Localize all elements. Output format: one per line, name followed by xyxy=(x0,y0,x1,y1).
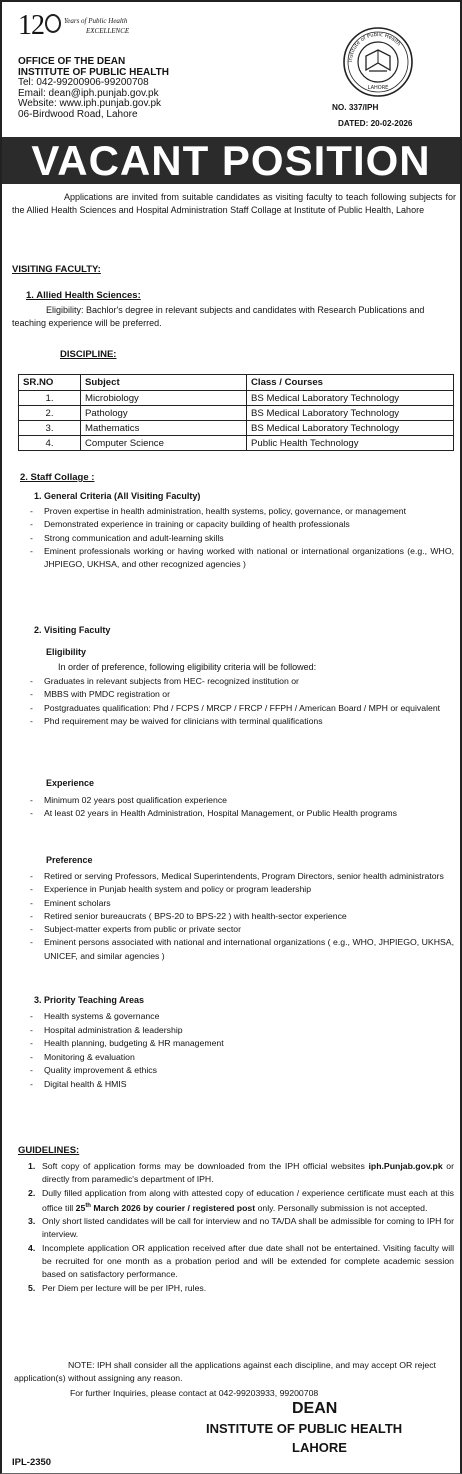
table-row xyxy=(19,391,454,406)
table-header: Subject xyxy=(81,375,247,391)
note-paragraph: NOTE: IPH shall consider all the applications against each discipline, and may accept OR reject application(s) without assigning any reason. xyxy=(14,1360,436,1383)
institute-seal-icon xyxy=(342,26,414,98)
guideline-item: 5. Per Diem per lecture will be per IPH, rules. xyxy=(28,1282,207,1293)
deadline-day-suffix: th xyxy=(85,1202,91,1209)
eligibility-heading: Eligibility xyxy=(46,647,87,657)
office-address: 06-Birdwood Road, Lahore xyxy=(18,108,138,120)
preference-heading: Preference xyxy=(46,855,93,865)
allied-health-heading-text: 1. Allied Health Sciences: xyxy=(26,290,141,301)
deadline-text: March 2026 by courier / registered post xyxy=(90,1202,256,1213)
guideline-text: Soft copy of application forms may be downloaded from the IPH official websites xyxy=(42,1161,369,1171)
guideline-item: 2. Dully filled application from along with attested copy of education / experience certificate must each at this office till 25th March 2026 by courier / registered post only. Personally submission is not accepted. xyxy=(28,1187,454,1213)
experience-list xyxy=(30,794,454,821)
list-item: - Strong communication and adult-learning skills xyxy=(30,532,454,545)
table-cell: Public Health Technology xyxy=(247,436,454,451)
priority-areas-list xyxy=(30,1010,454,1092)
list-item: - Quality improvement & ethics xyxy=(30,1064,454,1078)
guidelines-list xyxy=(28,1160,454,1295)
list-item: - Monitoring & evaluation xyxy=(30,1051,454,1065)
office-address-block xyxy=(18,57,169,120)
guideline-text: Per Diem per lecture will be per IPH, rules. xyxy=(42,1282,207,1293)
guideline-item: 4. Incomplete application OR application received after due date shall not be entertained. Visiting faculty will be recruited for one month as a probation period and will be extended for complete academic session based on satisfactory performance. xyxy=(28,1242,454,1280)
table-cell: BS Medical Laboratory Technology xyxy=(247,391,454,406)
list-item: - Phd requirement may be waived for clinicians with terminal qualifications xyxy=(30,715,454,728)
signatory-city: LAHORE xyxy=(292,1440,347,1455)
discipline-table xyxy=(18,374,454,451)
guideline-item: 3. Only short listed candidates will be call for interview and no TA/DA shall be admissible for coming to IPH for interview. xyxy=(28,1216,454,1240)
footer-code: IPL-2350 xyxy=(12,1457,52,1468)
list-item: - Eminent persons associated with national and international organizations ( e.g., WHO, JHPIEGO, UKHSA, UNICEF, and similar agencies ) xyxy=(30,936,454,963)
signatory-institute: INSTITUTE OF PUBLIC HEALTH xyxy=(206,1421,403,1436)
table-cell: BS Medical Laboratory Technology xyxy=(247,406,454,421)
anniversary-tagline-line: Years of Public Health xyxy=(64,17,128,25)
list-item: - Hospital administration & leadership xyxy=(30,1024,454,1038)
signatory-title: DEAN xyxy=(292,1400,338,1417)
table-row xyxy=(19,406,454,421)
table-cell: 3. xyxy=(19,421,81,436)
anniversary-zero-mark xyxy=(45,14,61,33)
anniversary-logo xyxy=(18,12,61,40)
table-header: Class / Courses xyxy=(247,375,454,391)
priority-areas-heading: 3. Priority Teaching Areas xyxy=(34,995,145,1005)
anniversary-tagline xyxy=(64,16,129,36)
list-item: - Digital health & HMIS xyxy=(30,1078,454,1092)
list-item: - Subject-matter experts from public or private sector xyxy=(30,923,454,936)
office-name: OFFICE OF THE DEAN xyxy=(18,56,126,67)
list-item: - Experience in Punjab health system and policy or program leadership xyxy=(30,883,454,896)
table-cell: BS Medical Laboratory Technology xyxy=(247,421,454,436)
anniversary-number: 12 xyxy=(18,10,44,41)
intro-paragraph: Applications are invited from suitable candidates as visiting faculty to teach following subjects for the Allied Health Sciences and Hospital Administration Staff Collage at Institute of Public Health, Lahore xyxy=(12,192,456,215)
list-item: - Eminent scholars xyxy=(30,897,454,910)
staff-collage-heading-text: 2. Staff Collage : xyxy=(20,472,95,483)
list-item: - Retired senior bureaucrats ( BPS-20 to BPS-22 ) with health-sector experience xyxy=(30,910,454,923)
table-header: SR.NO xyxy=(19,375,81,391)
list-item: - Health systems & governance xyxy=(30,1010,454,1024)
guideline-text: Dully filled application from along with attested copy of education / experience certificate must each at this office till xyxy=(42,1187,454,1213)
list-item: - Proven expertise in health administration, health systems, policy, governance, or management xyxy=(30,505,454,518)
discipline-heading: DISCIPLINE: xyxy=(60,349,117,360)
deadline-day: 25 xyxy=(75,1202,86,1213)
guideline-item: 1. Soft copy of application forms may be downloaded from the IPH official websites iph.Punjab.gov.pk or directly from paramedic's department of IPH. xyxy=(28,1161,454,1185)
table-cell: Mathematics xyxy=(81,421,247,436)
table-cell: Microbiology xyxy=(81,391,247,406)
list-item: - Retired or serving Professors, Medical Superintendents, Program Directors, senior health administrators xyxy=(30,870,454,883)
table-cell: Computer Science xyxy=(81,436,247,451)
allied-health-heading xyxy=(26,290,141,301)
reference-date: DATED: 20-02-2026 xyxy=(338,119,413,128)
seal-city: LAHORE xyxy=(367,85,389,91)
table-cell: 1. xyxy=(19,391,81,406)
list-item: - Minimum 02 years post qualification experience xyxy=(30,794,454,807)
office-email: Email: dean@iph.punjab.gov.pk xyxy=(18,87,159,99)
list-item: - MBBS with PMDC registration or xyxy=(30,688,454,701)
guideline-text: or directly from paramedic's department of IPH. xyxy=(42,1161,454,1185)
list-item: - Eminent professionals working or having worked with national or international organizations (e.g., WHO, JHPIEGO, UKHSA, and other recognized agencies ) xyxy=(30,545,454,572)
seal-text: Institute of Public Health xyxy=(347,31,402,63)
list-item: - Demonstrated experience in training or capacity building of health professionals xyxy=(30,518,454,531)
inquiries-line: For further Inquiries, please contact at 042-99203933, 99200708 xyxy=(70,1388,319,1398)
table-cell: 2. xyxy=(19,406,81,421)
table-row xyxy=(19,421,454,436)
list-item: - Health planning, budgeting & HR management xyxy=(30,1037,454,1051)
guideline-text: Incomplete application OR application received after due date shall not be entertained. Visiting faculty will be recruited for one month as a probation period and will be extended for complete academic session based on satisfactory performance. xyxy=(42,1242,454,1280)
eligibility-list xyxy=(30,675,454,728)
staff-collage-heading xyxy=(20,472,94,483)
vacancy-banner: VACANT POSITION xyxy=(2,137,460,184)
anniversary-tagline-line: EXCELLENCE xyxy=(86,27,130,35)
allied-eligibility: Eligibility: Bachlor's degree in relevant subjects and candidates with Research Publications and teaching experience will be preferred. xyxy=(12,305,425,328)
preference-list xyxy=(30,870,454,963)
table-cell: Pathology xyxy=(81,406,247,421)
table-header-row xyxy=(19,375,454,391)
experience-heading: Experience xyxy=(46,778,95,788)
guidelines-heading: GUIDELINES: xyxy=(18,1145,80,1156)
office-website: Website: www.iph.punjab.gov.pk xyxy=(18,98,162,109)
guideline-text: only. Personally submission is not accepted. xyxy=(255,1202,428,1213)
general-criteria-list xyxy=(30,505,454,571)
list-item: - Graduates in relevant subjects from HEC- recognized institution or xyxy=(30,675,454,688)
general-criteria-heading: 1. General Criteria (All Visiting Faculty) xyxy=(34,491,201,501)
reference-number: NO. 337/IPH xyxy=(332,103,379,112)
visiting-faculty-heading: VISITING FACULTY: xyxy=(12,264,101,275)
guideline-text: Only short listed candidates will be call for interview and no TA/DA shall be admissible for coming to IPH for interview. xyxy=(42,1216,454,1240)
institute-name: INSTITUTE OF PUBLIC HEALTH xyxy=(18,66,169,78)
list-item: - At least 02 years in Health Administration, Hospital Management, or Public Health programs xyxy=(30,807,454,820)
table-row xyxy=(19,436,454,451)
website-link[interactable]: iph.Punjab.gov.pk xyxy=(368,1161,443,1171)
list-item: - Postgraduates qualification: Phd / FCPS / MRCP / FRCP / FFPH / American Board / MPH or equivalent xyxy=(30,702,454,715)
office-phone: Tel: 042-99200906-99200708 xyxy=(18,77,149,88)
table-cell: 4. xyxy=(19,436,81,451)
eligibility-intro: In order of preference, following eligibility criteria will be followed: xyxy=(58,662,317,672)
visiting-faculty-subheading: 2. Visiting Faculty xyxy=(34,625,111,635)
